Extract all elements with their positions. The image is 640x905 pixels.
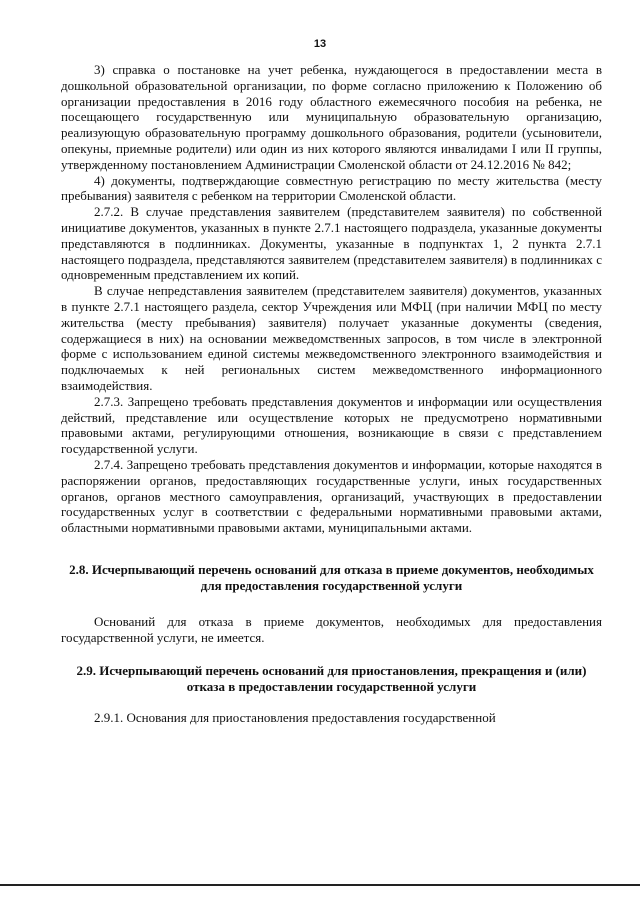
footer-rule: [0, 884, 640, 886]
section-heading-2-8: 2.8. Исчерпывающий перечень оснований для отказа в приеме документов, необходимых для предоставления государственной услуги: [69, 561, 594, 593]
paragraph-item-4: 4) документы, подтверждающие совместную регистрацию по месту жительства (месту пребывания) заявителя с ребенком на территории Смоленской области.: [61, 172, 602, 204]
paragraph-2-7-4: 2.7.4. Запрещено требовать представления документов и информации, которые находятся в распоряжении органов, предоставляющих государственные услуги, иных государственных органов, органов местного самоуправления, организаций, участвующих в предоставлении государственных услуг в соответствии с федеральными нормативными правовыми актами, областными нормативными правовыми актами, муниципальными актами.: [61, 456, 602, 536]
paragraph-2-9-1: 2.9.1. Основания для приостановления предоставления государственной: [94, 709, 496, 725]
paragraph-non-submission: В случае непредставления заявителем (представителем заявителя) документов, указанных в пункте 2.7.1 настоящего раздела, сектор Учреждения или МФЦ (при наличии МФЦ по месту жительства (месту пребывания) заявителя) получает указанные документы (сведения, содержащиеся в них) на основании межведомственных запросов, в том числе в электронной форме с использованием единой системы межведомственного электронного взаимодействия и подключаемых к ней региональных систем межведомственного информационного взаимодействия.: [61, 283, 602, 393]
paragraph-2-7-3: 2.7.3. Запрещено требовать представления документов и информации или осуществления действий, представление или осуществление которых не предусмотрено нормативными правовыми актами, регулирующими отношения, возникающие в связи с представлением государственной услуги.: [61, 393, 602, 457]
paragraph-item-3: 3) справка о постановке на учет ребенка, нуждающегося в предоставлении места в дошкольной образовательной организации, по форме согласно приложению к Положению об организации предоставления в 2016 году областного ежемесячного пособия на ребенка, не посещающего государственную или муниципальную образовательную организацию, реализующую образовательную программу дошкольного образования, родители (усыновители, опекуны, приемные родители) или один из них которого являются инвалидами I или II группы, утвержденному постановлением Администрации Смоленской области от 24.12.2016 № 842;: [61, 62, 602, 172]
document-body: [61, 62, 602, 725]
section-heading-2-9: 2.9. Исчерпывающий перечень оснований для приостановления, прекращения и (или) отказа в предоставлении государственной услуги: [76, 662, 587, 694]
paragraph-2-7-2: 2.7.2. В случае представления заявителем (представителем заявителя) по собственной инициативе документов, указанных в пункте 2.7.1 настоящего подраздела, указанные документы представляются в подлинниках. Документы, указанные в подпунктах 1, 2 пункта 2.7.1 настоящего подраздела, представляются заявителем (представителем заявителя) в подлинниках с одновременным представлением их копий.: [61, 204, 602, 283]
page-number: 13: [313, 38, 327, 50]
paragraph-2-8-text: Оснований для отказа в приеме документов, необходимых для предоставления государственной услуги, не имеется.: [61, 613, 602, 645]
